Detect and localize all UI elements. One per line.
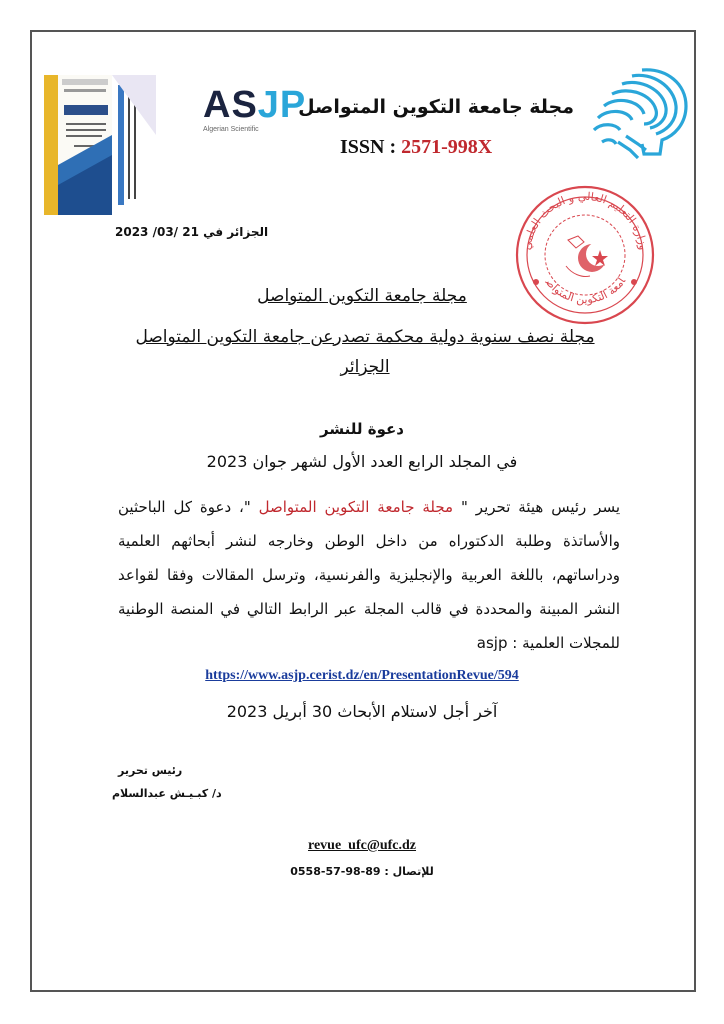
issue-info: في المجلد الرابع العدد الأول لشهر جوان 2023: [206, 452, 518, 471]
deadline: آخر أجل لاستلام الأبحاث 30 أبريل 2023: [226, 702, 498, 721]
journal-subtitle: مجلة نصف سنوية دولية محكمة تصدرعن جامعة التكوين المتواصل الجزائر: [135, 327, 595, 377]
issn: [340, 136, 492, 159]
asjp-logo-subtitle: Algerian Scientific: [203, 126, 259, 133]
university-logo: [582, 62, 692, 162]
document-date: الجزائر في 21 /03/ 2023: [115, 225, 269, 239]
journal-cover-image: [44, 75, 156, 215]
official-stamp: [512, 182, 658, 328]
issn-number: 2571-998X: [401, 136, 493, 158]
editor-title: رئيس تحرير: [118, 764, 183, 777]
svg-text:وزارة التعليم العالي و البحث ا: [520, 190, 650, 251]
asjp-logo-left: AS: [203, 84, 258, 126]
contact-email[interactable]: revue_ufc@ufc.dz: [307, 838, 417, 853]
journal-name-header: مجلة جامعة التكوين المتواصل: [298, 96, 574, 118]
asjp-logo: [203, 86, 321, 134]
call-heading: دعوة للنشر: [320, 420, 404, 438]
submission-link[interactable]: https://www.asjp.cerist.dz/en/PresentationRevue/594: [205, 668, 519, 683]
stamp-outer-text: وزارة التعليم العالي و البحث العلمي: [520, 189, 650, 251]
editor-name: د/ كبـيـش عبدالسلام: [112, 787, 222, 800]
stamp-inner-text: امعة التكوين المتواص: [542, 275, 629, 307]
para-start: يسر رئيس هيئة تحرير ": [461, 498, 620, 516]
para-journal-name: مجلة جامعة التكوين المتواصل: [250, 498, 461, 516]
issn-label: ISSN :: [340, 136, 397, 158]
contact-phone: للإتصال : 89-98-57-0558: [290, 865, 434, 878]
call-paragraph: [118, 490, 620, 660]
para-rest: "، دعوة كل الباحثين والأساتذة وطلبة الدكتوراه من داخل الوطن وخارجه لنشر أبحاثهم العلمية ودراساتهم، باللغة العربية والإنجليزية والفرنسية، وترسل المقالات وفقا لقواعد النشر المبينة والمحددة في قالب المجلة عبر الرابط التالي في المنصة الوطنية للمجلات العلمية : asjp: [118, 498, 620, 652]
asjp-logo-right: JP: [257, 84, 307, 126]
journal-title: مجلة جامعة التكوين المتواصل: [257, 286, 467, 306]
